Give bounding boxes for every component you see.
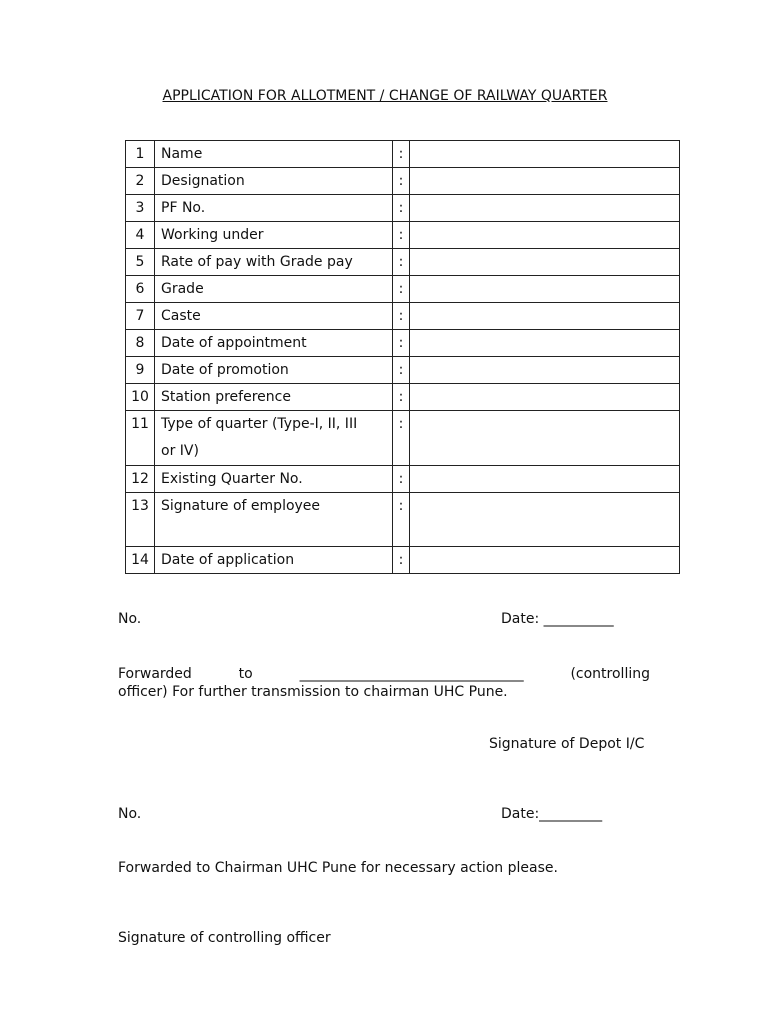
table-row <box>126 411 680 466</box>
colon-separator: : <box>393 411 410 466</box>
table-row <box>126 195 680 222</box>
table-row <box>126 141 680 168</box>
table-row <box>126 222 680 249</box>
field-label-name: Name <box>155 141 393 168</box>
forwarding-line <box>118 665 650 683</box>
colon-separator: : <box>393 222 410 249</box>
name-value-field[interactable] <box>410 141 680 168</box>
controlling-officer-blank: ________________________________ <box>299 666 524 682</box>
controlling-officer-signature-label: Signature of controlling officer <box>118 930 331 946</box>
colon-separator: : <box>393 330 410 357</box>
row-number: 10 <box>126 384 155 411</box>
pf-no-value-field[interactable] <box>410 195 680 222</box>
rate-of-pay-value-field[interactable] <box>410 249 680 276</box>
colon-separator: : <box>393 384 410 411</box>
field-label-date-of-application: Date of application <box>155 547 393 574</box>
field-label-pf-no: PF No. <box>155 195 393 222</box>
table-row <box>126 276 680 303</box>
signature-of-employee-field[interactable] <box>410 493 680 547</box>
label-line: Type of quarter (Type-I, II, III <box>161 416 358 432</box>
row-number: 1 <box>126 141 155 168</box>
table-row <box>126 466 680 493</box>
forwarded-word: Forwarded <box>118 666 192 682</box>
row-number: 4 <box>126 222 155 249</box>
form-title: APPLICATION FOR ALLOTMENT / CHANGE OF RAILWAY QUARTER <box>162 88 608 104</box>
row-number: 5 <box>126 249 155 276</box>
field-label-date-of-appointment: Date of appointment <box>155 330 393 357</box>
row-number: 7 <box>126 303 155 330</box>
application-details-table <box>125 140 680 574</box>
caste-value-field[interactable] <box>410 303 680 330</box>
colon-separator: : <box>393 249 410 276</box>
field-label-designation: Designation <box>155 168 393 195</box>
type-of-quarter-value-field[interactable] <box>410 411 680 466</box>
colon-separator: : <box>393 303 410 330</box>
row-number: 8 <box>126 330 155 357</box>
no-label: No. <box>118 611 142 627</box>
table-row <box>126 384 680 411</box>
field-label-station-preference: Station preference <box>155 384 393 411</box>
table-row <box>126 493 680 547</box>
row-number: 9 <box>126 357 155 384</box>
row-number: 12 <box>126 466 155 493</box>
field-label-rate-of-pay: Rate of pay with Grade pay <box>155 249 393 276</box>
station-preference-value-field[interactable] <box>410 384 680 411</box>
field-label-working-under: Working under <box>155 222 393 249</box>
field-label-existing-quarter-no: Existing Quarter No. <box>155 466 393 493</box>
date-of-promotion-value-field[interactable] <box>410 357 680 384</box>
designation-value-field[interactable] <box>410 168 680 195</box>
date-label-2: Date:_________ <box>501 806 603 822</box>
depot-signature-label: Signature of Depot I/C <box>489 736 645 752</box>
field-label-date-of-promotion: Date of promotion <box>155 357 393 384</box>
table-row <box>126 357 680 384</box>
table-row <box>126 303 680 330</box>
forward-to-chairman-text: Forwarded to Chairman UHC Pune for necessary action please. <box>118 860 558 876</box>
date-label: Date: __________ <box>501 611 614 627</box>
table-row <box>126 547 680 574</box>
colon-separator: : <box>393 141 410 168</box>
label-line: or IV) <box>161 443 199 459</box>
colon-separator: : <box>393 276 410 303</box>
field-label-caste: Caste <box>155 303 393 330</box>
existing-quarter-no-value-field[interactable] <box>410 466 680 493</box>
to-word: to <box>238 666 253 682</box>
forwarding-paragraph <box>118 665 650 701</box>
colon-separator: : <box>393 547 410 574</box>
working-under-value-field[interactable] <box>410 222 680 249</box>
colon-separator: : <box>393 357 410 384</box>
table-row <box>126 330 680 357</box>
no-label-2: No. <box>118 806 142 822</box>
field-label-signature-of-employee: Signature of employee <box>155 493 393 547</box>
colon-separator: : <box>393 466 410 493</box>
table-row <box>126 249 680 276</box>
forwarding-line-2: officer) For further transmission to chairman UHC Pune. <box>118 684 508 700</box>
row-number: 2 <box>126 168 155 195</box>
date-of-application-value-field[interactable] <box>410 547 680 574</box>
row-number: 14 <box>126 547 155 574</box>
row-number: 3 <box>126 195 155 222</box>
field-label-type-of-quarter <box>155 411 393 466</box>
colon-separator: : <box>393 195 410 222</box>
row-number: 13 <box>126 493 155 547</box>
controlling-word: (controlling <box>570 666 650 682</box>
field-label-grade: Grade <box>155 276 393 303</box>
grade-value-field[interactable] <box>410 276 680 303</box>
table-row <box>126 168 680 195</box>
row-number: 6 <box>126 276 155 303</box>
colon-separator: : <box>393 493 410 547</box>
colon-separator: : <box>393 168 410 195</box>
row-number: 11 <box>126 411 155 466</box>
date-of-appointment-value-field[interactable] <box>410 330 680 357</box>
